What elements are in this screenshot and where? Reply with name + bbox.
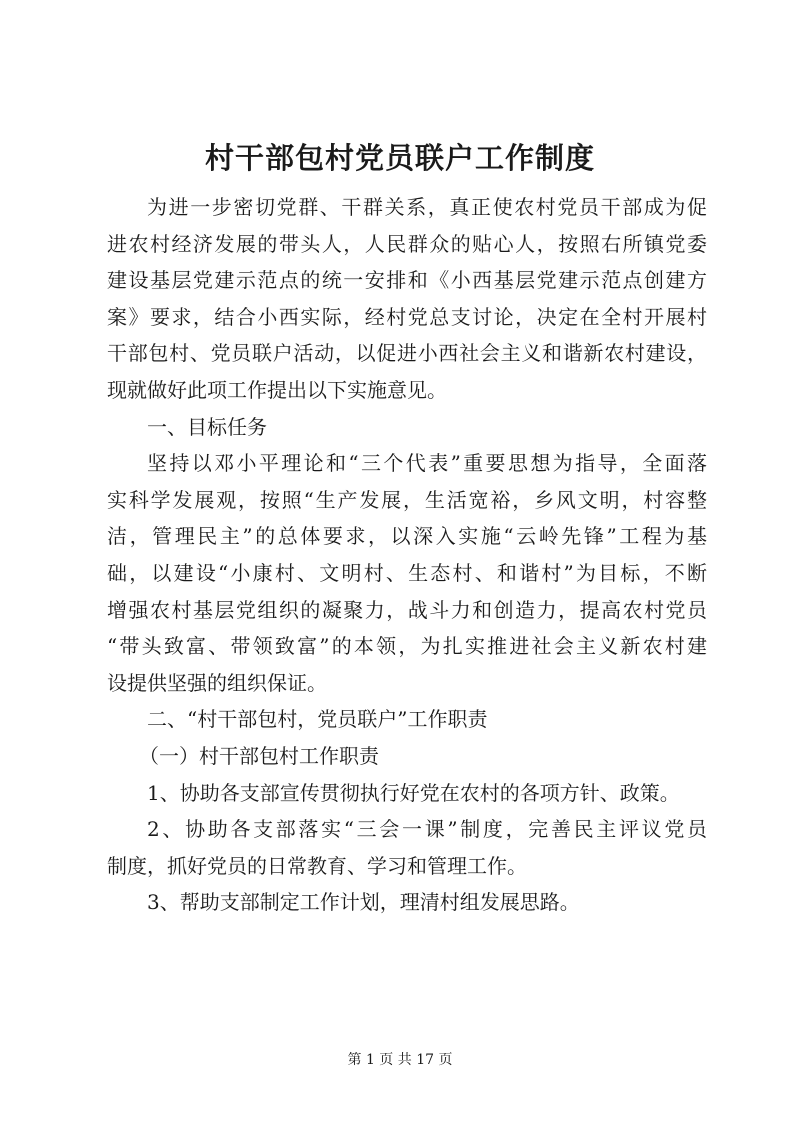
paragraph-line: 为进一步密切党群、干群关系，真正使农村党员干部成为促 bbox=[147, 195, 707, 219]
paragraph-line: 设提供坚强的组织保证。 bbox=[107, 670, 327, 695]
subsection-heading: （一）村干部包村工作职责 bbox=[139, 743, 379, 768]
list-item: 1、协助各支部宣传贯彻执行好党在农村的各项方针、政策。 bbox=[147, 780, 680, 805]
section-heading: 二、“村干部包村，党员联户”工作职责 bbox=[147, 707, 488, 732]
paragraph-line: 案》要求，结合小西实际，经村党总支讨论，决定在全村开展村 bbox=[107, 304, 707, 329]
paragraph-line: 进农村经济发展的带头人，人民群众的贴心人，按照右所镇党委 bbox=[107, 231, 707, 256]
document-body bbox=[107, 189, 707, 921]
paragraph-line: 干部包村、党员联户活动，以促进小西社会主义和谐新农村建设， bbox=[107, 341, 707, 366]
paragraph-line: “带头致富、带领致富”的本领，为扎实推进社会主义新农村建 bbox=[107, 634, 707, 659]
section-heading: 一、目标任务 bbox=[147, 414, 267, 439]
document-title: 村干部包村党员联户工作制度 bbox=[204, 141, 595, 175]
paragraph-line: 实科学发展观，按照“生产发展，生活宽裕，乡风文明，村容整 bbox=[107, 487, 707, 512]
paragraph-line: 础，以建设“小康村、文明村、生态村、和谐村”为目标，不断 bbox=[107, 560, 707, 585]
list-item-continuation: 制度，抓好党员的日常教育、学习和管理工作。 bbox=[107, 853, 527, 878]
paragraph-line: 建设基层党建示范点的统一安排和《小西基层党建示范点创建方 bbox=[107, 268, 707, 293]
paragraph-line: 现就做好此项工作提出以下实施意见。 bbox=[107, 377, 447, 402]
paragraph-line: 洁，管理民主”的总体要求，以深入实施“云岭先锋”工程为基 bbox=[107, 524, 707, 549]
page-number: 第 1 页 共 17 页 bbox=[347, 1052, 453, 1068]
list-item: 2、协助各支部落实“三会一课”制度，完善民主评议党员 bbox=[147, 817, 707, 842]
list-item: 3、帮助支部制定工作计划，理清村组发展思路。 bbox=[147, 890, 580, 915]
paragraph-line: 增强农村基层党组织的凝聚力，战斗力和创造力，提高农村党员 bbox=[107, 597, 707, 622]
paragraph-line: 坚持以邓小平理论和“三个代表”重要思想为指导，全面落 bbox=[147, 451, 707, 476]
